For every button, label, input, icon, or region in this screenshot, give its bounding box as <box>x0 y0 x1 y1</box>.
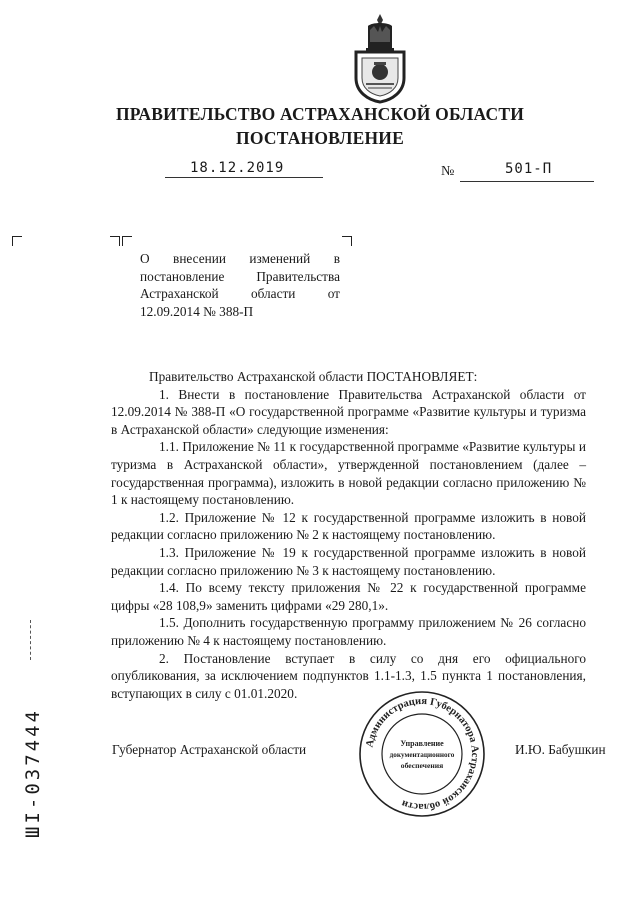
number-underline <box>460 180 594 182</box>
corner-mark-subject-left-a <box>110 236 120 246</box>
stamp-center-line-1: Управление <box>400 739 444 748</box>
number-sign: № <box>441 164 455 179</box>
body-paragraph-1-1: 1.1. Приложение № 11 к государственной программе «Развитие культуры и туризма в Астраханской области», утвержденной постановлением (далее – государственная программа), изложить в новой редакции согласно приложению № 1 к настоящему постановлению. <box>111 439 586 508</box>
date-underline <box>165 176 323 178</box>
body-paragraph-1-3: 1.3. Приложение № 19 к государственной программе изложить в новой редакции согласно приложению № 3 к настоящему постановлению. <box>111 544 586 578</box>
coat-of-arms-icon <box>348 12 412 104</box>
body-paragraph-1: 1. Внести в постановление Правительства Астраханской области от 12.09.2014 № 388-П «О государственной программе «Развитие культуры и туризма в Астраханской области» следующие изменения: <box>111 386 586 437</box>
body-paragraph-1-4: 1.4. По всему тексту приложения № 22 к государственной программе цифры «28 108,9» заменить цифрами «29 280,1». <box>111 580 586 613</box>
body-paragraph-1-2: 1.2. Приложение № 12 к государственной программе изложить в новой редакции согласно приложению № 2 к настоящему постановлению. <box>111 509 586 543</box>
document-number: 501-П <box>505 161 553 177</box>
body-paragraph-1-5: 1.5. Дополнить государственную программу приложением № 26 согласно приложению № 4 к настоящему постановлению. <box>111 615 586 648</box>
corner-mark-subject-right <box>342 236 352 246</box>
side-margin-mark <box>30 620 32 660</box>
document-type: ПОСТАНОВЛЕНИЕ <box>236 128 404 148</box>
official-stamp <box>356 688 488 820</box>
stamp-center-line-2: документационного <box>389 751 455 759</box>
body-intro: Правительство Астраханской области ПОСТАНОВЛЯЕТ: <box>149 369 478 384</box>
stamp-ring-text: Администрация Губернатора Астраханской области <box>364 695 481 813</box>
signer-name: И.Ю. Бабушкин <box>515 742 606 757</box>
document-date: 18.12.2019 <box>190 160 285 176</box>
side-serial-number: ШI-037444 <box>22 708 44 838</box>
corner-mark-subject-left-b <box>122 236 132 246</box>
government-title: ПРАВИТЕЛЬСТВО АСТРАХАНСКОЙ ОБЛАСТИ <box>115 104 525 124</box>
document-subject: О внесении изменений в постановление Правительства Астраханской области от 12.09.2014 № 388-П <box>140 251 340 319</box>
body-paragraph-2: 2. Постановление вступает в силу со дня его официального опубликования, за исключением подпунктов 1.1-1.3, 1.5 пункта 1 постановления, вступающих в силу с 01.01.2020. <box>111 650 586 701</box>
document-body <box>111 368 586 702</box>
corner-mark-left <box>12 236 22 246</box>
stamp-center-line-3: обеспечения <box>400 761 444 770</box>
signer-title: Губернатор Астраханской области <box>112 742 307 757</box>
